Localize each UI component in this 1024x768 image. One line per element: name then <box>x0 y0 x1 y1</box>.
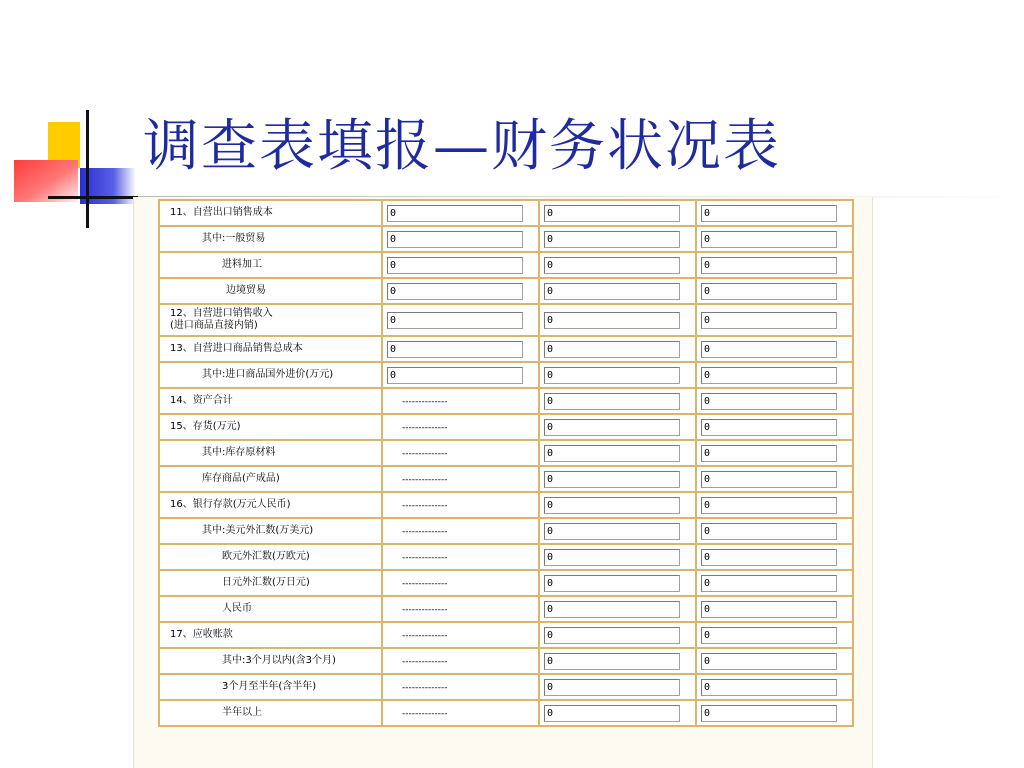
value-cell <box>696 304 853 336</box>
value-cell <box>539 226 696 252</box>
table-row <box>159 466 853 492</box>
value-input[interactable]: 0 <box>387 205 523 222</box>
value-cell <box>382 570 539 596</box>
value-cell <box>539 492 696 518</box>
row-label: 边境贸易 <box>226 285 266 296</box>
value-input[interactable]: 0 <box>701 312 837 329</box>
value-cell <box>696 570 853 596</box>
row-label-cell <box>159 648 382 674</box>
value-cell <box>539 414 696 440</box>
value-cell <box>696 544 853 570</box>
table-row <box>159 570 853 596</box>
value-cell <box>539 466 696 492</box>
table-row <box>159 252 853 278</box>
table-row <box>159 414 853 440</box>
value-input[interactable]: 0 <box>701 283 837 300</box>
value-input[interactable]: 0 <box>701 367 837 384</box>
row-label-cell <box>159 518 382 544</box>
row-label-cell <box>159 570 382 596</box>
table-row <box>159 440 853 466</box>
row-label-cell <box>159 200 382 226</box>
row-label: 其中:一般贸易 <box>202 233 266 244</box>
value-input[interactable]: 0 <box>544 283 680 300</box>
row-label-cell <box>159 388 382 414</box>
row-label: 16、银行存款(万元人民币) <box>170 499 291 510</box>
value-cell <box>382 440 539 466</box>
value-cell <box>696 362 853 388</box>
value-cell <box>696 440 853 466</box>
row-label-cell <box>159 674 382 700</box>
value-input[interactable]: 0 <box>544 393 680 410</box>
value-cell <box>382 518 539 544</box>
value-cell <box>539 440 696 466</box>
value-input[interactable]: 0 <box>544 367 680 384</box>
value-input[interactable]: 0 <box>544 575 680 592</box>
value-input[interactable]: 0 <box>544 705 680 722</box>
value-input[interactable]: 0 <box>544 445 680 462</box>
value-cell <box>696 648 853 674</box>
value-input[interactable]: 0 <box>544 523 680 540</box>
value-input[interactable]: 0 <box>701 393 837 410</box>
value-cell <box>382 648 539 674</box>
table-row <box>159 544 853 570</box>
row-label: 进料加工 <box>222 259 262 270</box>
not-applicable-dash: -------------- <box>402 396 448 407</box>
value-cell <box>539 674 696 700</box>
table-row <box>159 226 853 252</box>
value-cell <box>382 674 539 700</box>
row-label: 人民币 <box>222 603 252 614</box>
value-cell <box>696 414 853 440</box>
row-label-cell <box>159 596 382 622</box>
value-input[interactable]: 0 <box>701 679 837 696</box>
value-input[interactable]: 0 <box>701 705 837 722</box>
row-label-cell <box>159 440 382 466</box>
value-cell <box>382 622 539 648</box>
table-row <box>159 518 853 544</box>
table-row <box>159 200 853 226</box>
value-input[interactable]: 0 <box>701 419 837 436</box>
row-label-note: (进口商品直接内销) <box>170 320 258 331</box>
value-input[interactable]: 0 <box>544 341 680 358</box>
row-label: 其中:库存原材料 <box>202 447 276 458</box>
value-cell <box>539 362 696 388</box>
not-applicable-dash: -------------- <box>402 578 448 589</box>
row-label: 15、存货(万元) <box>170 421 241 432</box>
not-applicable-dash: -------------- <box>402 604 448 615</box>
not-applicable-dash: -------------- <box>402 656 448 667</box>
table-row <box>159 336 853 362</box>
value-cell <box>696 252 853 278</box>
value-cell <box>696 226 853 252</box>
not-applicable-dash: -------------- <box>402 708 448 719</box>
value-input[interactable]: 0 <box>701 341 837 358</box>
row-label: 14、资产合计 <box>170 395 233 406</box>
not-applicable-dash: -------------- <box>402 682 448 693</box>
not-applicable-dash: -------------- <box>402 474 448 485</box>
value-cell <box>539 388 696 414</box>
not-applicable-dash: -------------- <box>402 422 448 433</box>
value-cell <box>696 466 853 492</box>
value-input[interactable]: 0 <box>701 627 837 644</box>
page-title: 调查表填报—财务状况表 <box>143 114 781 179</box>
value-input[interactable]: 0 <box>544 549 680 566</box>
value-cell <box>696 278 853 304</box>
value-input[interactable]: 0 <box>701 549 837 566</box>
not-applicable-dash: -------------- <box>402 630 448 641</box>
table-row <box>159 304 853 336</box>
value-cell <box>382 200 539 226</box>
form-panel <box>133 197 873 768</box>
row-label-cell <box>159 336 382 362</box>
value-cell <box>382 700 539 726</box>
row-label: 日元外汇数(万日元) <box>222 577 310 588</box>
decorative-vertical-line <box>86 110 89 228</box>
row-label: 欧元外汇数(万欧元) <box>222 551 310 562</box>
row-label-cell <box>159 492 382 518</box>
value-cell <box>696 518 853 544</box>
decorative-horizontal-line <box>48 196 138 199</box>
table-row <box>159 700 853 726</box>
value-cell <box>382 544 539 570</box>
value-input[interactable]: 0 <box>701 653 837 670</box>
value-input[interactable]: 0 <box>544 419 680 436</box>
row-label-cell <box>159 466 382 492</box>
value-cell <box>382 362 539 388</box>
row-label-cell <box>159 544 382 570</box>
value-input[interactable]: 0 <box>544 231 680 248</box>
value-cell <box>539 278 696 304</box>
value-input[interactable]: 0 <box>701 445 837 462</box>
row-label-cell <box>159 278 382 304</box>
value-cell <box>382 278 539 304</box>
value-input[interactable]: 0 <box>701 575 837 592</box>
value-cell <box>696 492 853 518</box>
row-label-cell <box>159 362 382 388</box>
value-cell <box>382 466 539 492</box>
row-label: 11、自营出口销售成本 <box>170 207 273 218</box>
row-label: 3个月至半年(含半年) <box>222 681 317 692</box>
row-label: 其中:美元外汇数(万美元) <box>202 525 314 536</box>
value-input[interactable]: 0 <box>544 497 680 514</box>
value-input[interactable]: 0 <box>701 471 837 488</box>
value-input[interactable]: 0 <box>701 601 837 618</box>
row-label: 其中:进口商品国外进价(万元) <box>202 369 334 380</box>
value-input[interactable]: 0 <box>544 257 680 274</box>
not-applicable-dash: -------------- <box>402 552 448 563</box>
value-input[interactable]: 0 <box>701 497 837 514</box>
value-cell <box>382 388 539 414</box>
value-input[interactable]: 0 <box>387 231 523 248</box>
value-cell <box>696 700 853 726</box>
row-label-cell <box>159 226 382 252</box>
value-cell <box>539 648 696 674</box>
row-label: 库存商品(产成品) <box>202 473 280 484</box>
row-label-cell <box>159 622 382 648</box>
financial-status-table <box>158 199 854 727</box>
table-row <box>159 596 853 622</box>
value-cell <box>382 226 539 252</box>
value-cell <box>696 200 853 226</box>
value-input[interactable]: 0 <box>701 231 837 248</box>
value-cell <box>696 388 853 414</box>
value-cell <box>539 544 696 570</box>
not-applicable-dash: -------------- <box>402 526 448 537</box>
value-cell <box>382 492 539 518</box>
value-cell <box>539 336 696 362</box>
value-cell <box>539 200 696 226</box>
value-input[interactable]: 0 <box>544 312 680 329</box>
value-input[interactable]: 0 <box>387 283 523 300</box>
value-cell <box>696 622 853 648</box>
value-cell <box>539 570 696 596</box>
value-input[interactable]: 0 <box>387 312 523 329</box>
value-input[interactable]: 0 <box>544 471 680 488</box>
table-body <box>159 200 853 726</box>
value-cell <box>696 596 853 622</box>
value-cell <box>539 518 696 544</box>
value-cell <box>539 700 696 726</box>
value-input[interactable]: 0 <box>544 653 680 670</box>
row-label: 半年以上 <box>222 707 262 718</box>
value-input[interactable]: 0 <box>387 257 523 274</box>
value-cell <box>539 622 696 648</box>
value-cell <box>696 336 853 362</box>
value-cell <box>539 304 696 336</box>
table-row <box>159 492 853 518</box>
row-label: 17、应收账款 <box>170 629 233 640</box>
value-input[interactable]: 0 <box>701 205 837 222</box>
row-label-cell <box>159 414 382 440</box>
value-input[interactable]: 0 <box>544 627 680 644</box>
value-cell <box>382 414 539 440</box>
table-row <box>159 674 853 700</box>
value-cell <box>382 596 539 622</box>
value-input[interactable]: 0 <box>387 367 523 384</box>
not-applicable-dash: -------------- <box>402 448 448 459</box>
table-row <box>159 388 853 414</box>
value-cell <box>539 252 696 278</box>
value-cell <box>382 336 539 362</box>
value-input[interactable]: 0 <box>544 679 680 696</box>
value-cell <box>382 252 539 278</box>
value-input[interactable]: 0 <box>701 257 837 274</box>
value-cell <box>539 596 696 622</box>
value-input[interactable]: 0 <box>701 523 837 540</box>
row-label-cell <box>159 304 382 336</box>
row-label-cell <box>159 252 382 278</box>
value-cell <box>382 304 539 336</box>
value-input[interactable]: 0 <box>544 205 680 222</box>
value-input[interactable]: 0 <box>544 601 680 618</box>
row-label: 其中:3个月以内(含3个月) <box>222 655 336 666</box>
not-applicable-dash: -------------- <box>402 500 448 511</box>
value-input[interactable]: 0 <box>387 341 523 358</box>
table-row <box>159 278 853 304</box>
value-cell <box>696 674 853 700</box>
row-label-cell <box>159 700 382 726</box>
table-row <box>159 622 853 648</box>
table-row <box>159 362 853 388</box>
row-label: 13、自营进口商品销售总成本 <box>170 343 303 354</box>
table-row <box>159 648 853 674</box>
row-label: 12、自营进口销售收入 <box>170 308 273 319</box>
